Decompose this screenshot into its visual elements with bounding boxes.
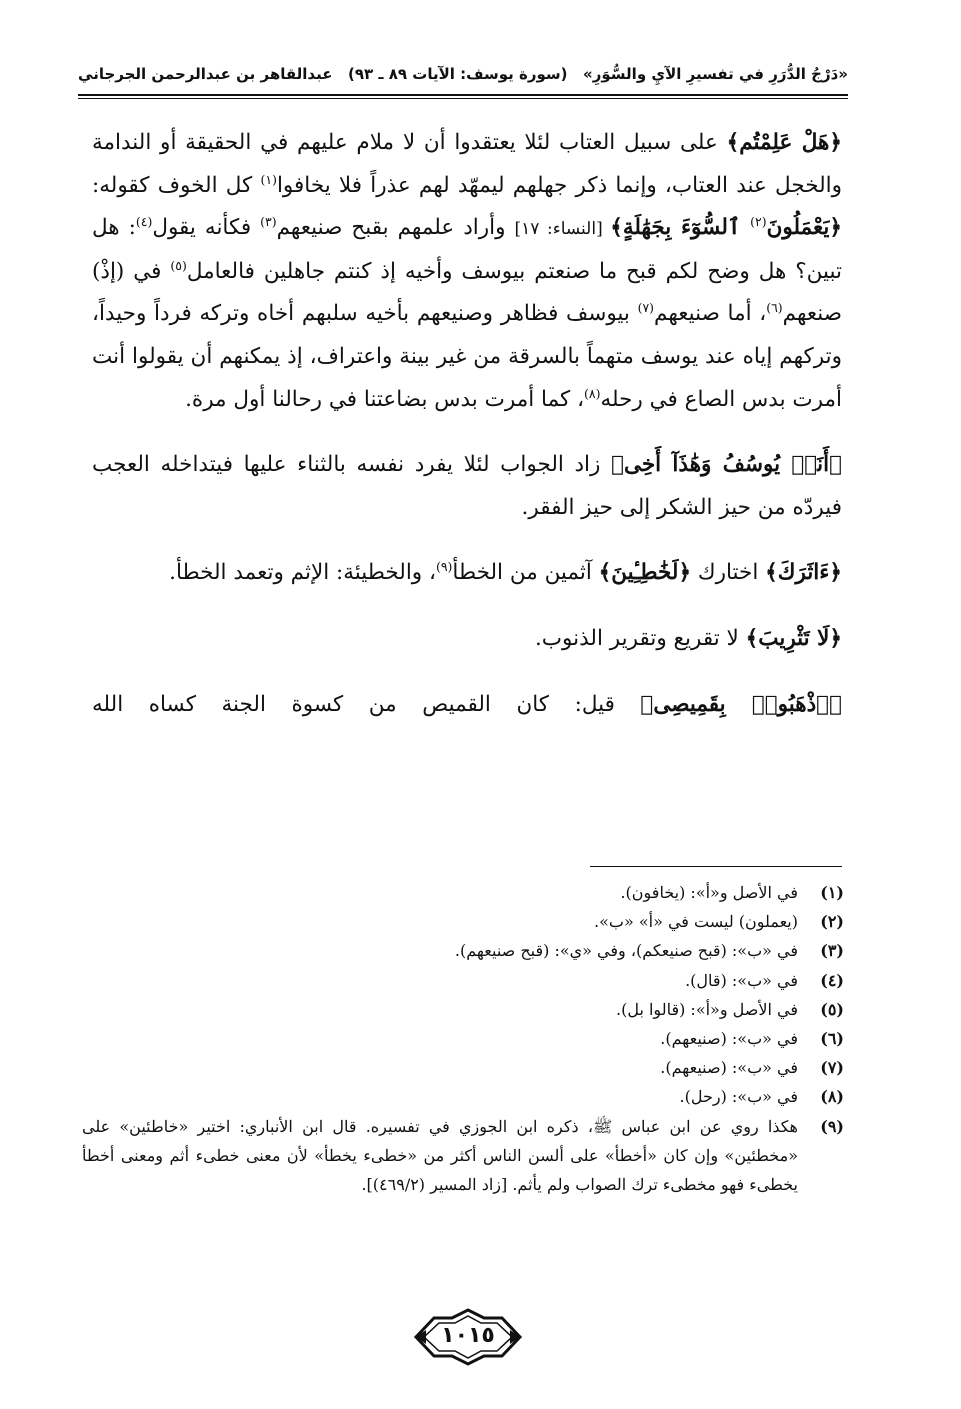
page-number-ornament xyxy=(412,1308,524,1366)
page-number: ١٠١٥ xyxy=(441,1323,495,1348)
footnote-text: (يعملون) ليست في «أ» «ب». xyxy=(594,912,798,932)
text-run: وأراد علمهم بقبح صنيعهم xyxy=(276,215,515,241)
footnote-item xyxy=(82,1053,844,1082)
footnote-number: (٣) xyxy=(820,941,844,961)
text-run: في (إذْ) صنعهم xyxy=(92,258,842,327)
quran-quote: ﴿يَعْمَلُونَ xyxy=(766,215,842,241)
text-run: ، والخطيئة: الإثم وتعمد الخطأ. xyxy=(169,560,436,586)
footnote-ref[interactable]: (٧) xyxy=(637,300,655,316)
footnote-item xyxy=(82,1082,844,1111)
header-divider xyxy=(78,94,848,99)
footnote-ref[interactable]: (٥) xyxy=(170,257,187,273)
paragraph-2 xyxy=(92,444,842,529)
running-header xyxy=(78,58,848,90)
footnote-number: (٢) xyxy=(820,912,844,932)
text-run: فكأنه يقول xyxy=(152,215,261,241)
text-run: بيوسف فظاهر وصنيعهم بأخيه سلبهم أخاه وتركه فرداً وحيداً، وتركهم إياه عند يوسف متهماً بالسرقة من غير بينة واعتراف، إذ يمكنهم أن يقولوا أنت أمرت بدس الصاع في رحله xyxy=(92,301,842,412)
footnote-text: في «ب»: (صنيعهم). xyxy=(660,1029,798,1049)
footnote-ref[interactable]: (٩) xyxy=(435,559,453,575)
footnote-number: (٨) xyxy=(820,1087,844,1107)
paragraph-4 xyxy=(92,618,842,661)
quran-quote: ﴿لَخَٰطِـِٔينَ﴾ xyxy=(598,560,692,586)
footnote-number: (٦) xyxy=(820,1029,844,1049)
text-run: كل الخوف كقوله: xyxy=(92,172,261,198)
paragraph-5 xyxy=(92,684,842,727)
footnote-text: في الأصل و«أ»: (قالوا بل). xyxy=(616,999,798,1019)
footnote-item xyxy=(82,966,844,995)
text-run: آثمين من الخطأ xyxy=(452,560,599,586)
text-run: ، كما أمرت بدس بضاعتنا في رحالنا أول مرة. xyxy=(185,386,585,412)
footnote-item xyxy=(82,1024,844,1053)
footnote-text: في «ب»: (رحل). xyxy=(679,1087,798,1107)
footnotes xyxy=(82,878,844,1199)
quran-quote: ﴿ٱذْهَبُوا۟ بِقَمِيصِى﴾ xyxy=(640,691,842,717)
paragraph-1 xyxy=(92,122,842,421)
text-run: : هل تبين؟ هل وضح لكم قبح ما صنعتم بيوسف وأخيه إذ كنتم جاهلين فالعامل xyxy=(92,215,842,284)
footnote-item xyxy=(82,995,844,1024)
footnote-ref[interactable]: (١) xyxy=(260,171,277,187)
footnote-number: (٩) xyxy=(820,1116,844,1136)
text-run: لا تقريع وتقرير الذنوب. xyxy=(534,625,746,651)
footnote-text: في «ب»: (قال). xyxy=(685,970,798,990)
footnote-ref[interactable]: (٨) xyxy=(584,385,601,401)
quran-quote: ﴿لَا تَثْرِيبَ﴾ xyxy=(745,625,842,651)
footnote-number: (٤) xyxy=(820,970,844,990)
text-run: اختارك xyxy=(691,560,766,586)
footnote-divider xyxy=(590,866,842,867)
header-author: عبدالقاهر بن عبدالرحمن الجرجاني xyxy=(78,65,333,83)
footnote-text: هكذا روي عن ابن عباس ﷺ، ذكره ابن الجوزي في تفسيره. قال ابن الأنباري: اختير «خاطئين» على «مخطئين» وإن كان «أخطأ» على ألسن الناس أكثر من «خطىء يخطأ» لأن معنى خطىء أثم ومعنى أخطأ يخطىء فهو مخطىء ترك الصواب ولم يأثم. [زاد المسير (٤٦٩/٢)]. xyxy=(82,1116,798,1195)
footnote-item xyxy=(82,907,844,936)
footnote-ref[interactable]: (٦) xyxy=(766,300,783,316)
header-book-title: «دَرْجُ الدُّرَرِ في تفسيرِ الآيِ والسُّوَرِ» xyxy=(583,65,848,83)
quran-quote: ﴿أَنَا۠ يُوسُفُ وَهَٰذَآ أَخِى﴾ xyxy=(611,452,843,478)
footnote-item xyxy=(82,878,844,907)
text-run: ، أما صنيعهم xyxy=(654,301,767,327)
footnote-ref[interactable]: (٢) xyxy=(750,214,767,230)
quran-quote: ٱلسُّوٓءَ بِجَهَٰلَةٍ﴾ xyxy=(610,215,751,241)
footnote-number: (١) xyxy=(820,883,844,902)
header-section: (سورة يوسف: الآيات ٨٩ ـ ٩٣) xyxy=(347,65,568,83)
footnote-ref[interactable]: (٤) xyxy=(135,214,153,230)
paragraph-3 xyxy=(92,552,842,595)
footnote-text: في الأصل و«أ»: (يخافون). xyxy=(620,883,798,902)
footnote-item xyxy=(82,1112,844,1200)
footnote-text: في «ب»: (صنيعهم). xyxy=(660,1058,798,1078)
footnote-number: (٧) xyxy=(820,1058,844,1078)
text-run: على سبيل العتاب لئلا يعتقدوا أن لا ملام عليهم في الحقيقة أو الندامة والخجل عند العتاب، وإنما ذكر جهلهم ليمهّد لهم عذراً فلا يخافوا xyxy=(92,130,842,198)
main-text xyxy=(92,122,842,749)
quran-quote: ﴿هَلْ عَلِمْتُم﴾ xyxy=(726,130,842,155)
text-run: زاد الجواب لئلا يفرد نفسه بالثناء عليها فيتداخله العجب فيردّه من حيز الشكر إلى حيز الفقر. xyxy=(92,452,842,520)
footnote-item xyxy=(82,936,844,965)
verse-reference: [النساء: ١٧] xyxy=(514,219,611,240)
footnote-number: (٥) xyxy=(820,999,844,1019)
footnote-ref[interactable]: (٣) xyxy=(260,214,277,230)
text-run: قيل: كان القميص من كسوة الجنة كساه الله xyxy=(92,691,641,717)
footnote-text: في «ب»: (قبح صنيعكم)، وفي «ي»: (قبح صنيعهم). xyxy=(454,941,798,961)
quran-quote: ﴿ءَاثَرَكَ﴾ xyxy=(765,560,842,586)
